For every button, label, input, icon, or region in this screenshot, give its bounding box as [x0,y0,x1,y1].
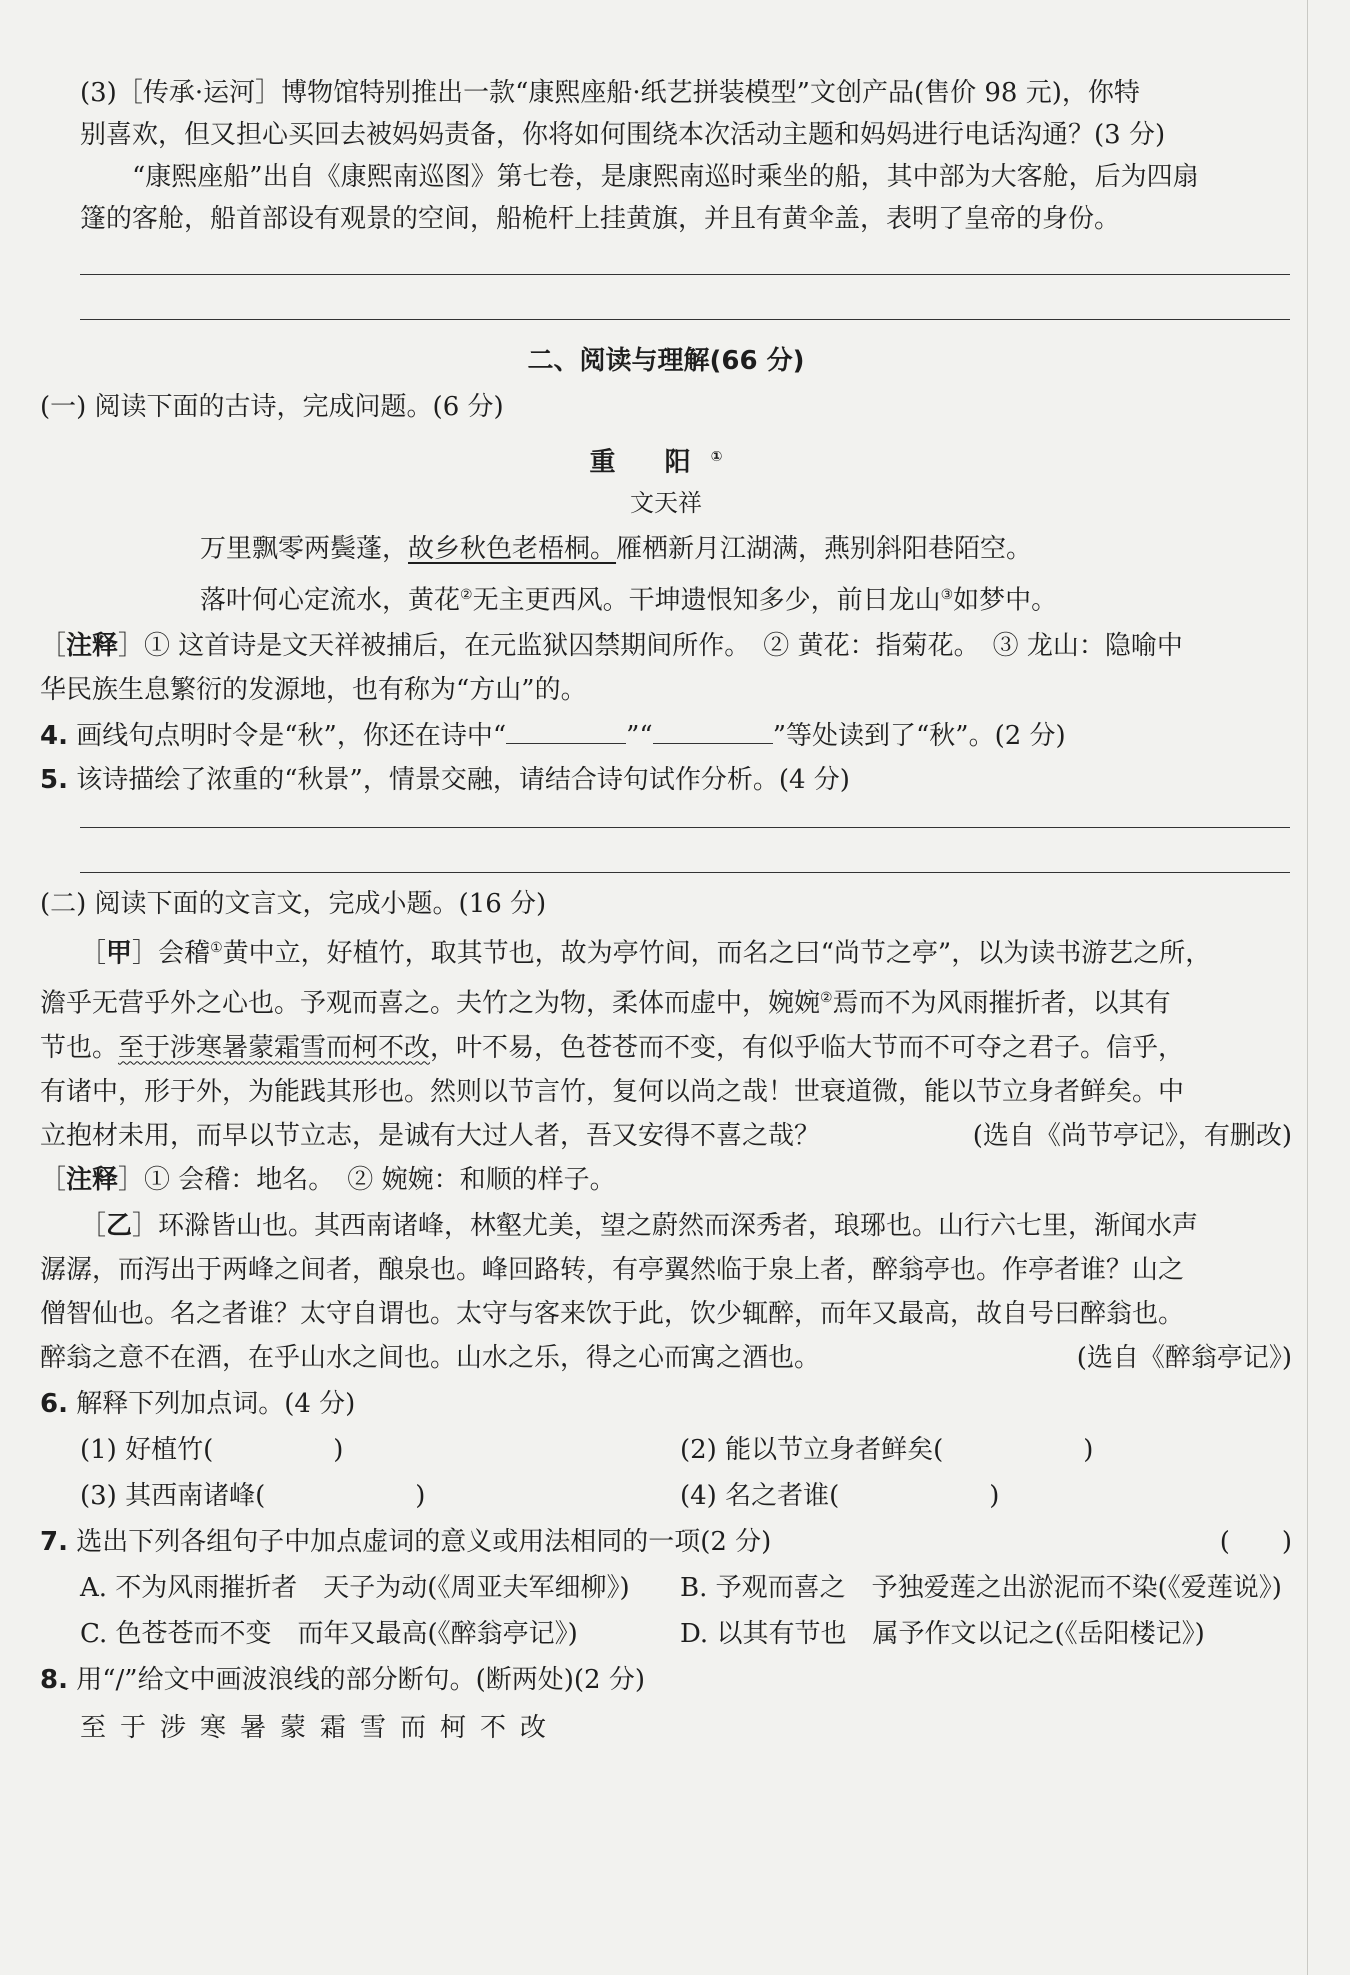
poem-line2 [40,580,1292,616]
q7-option-a[interactable]: A. 不为风雨摧折者 天子为动(《周亚夫军细柳》) [80,1572,630,1603]
poem-line2-part3: 如梦中。 [953,585,1058,616]
page-margin-rule [1307,0,1308,1975]
q7-row1 [40,1573,1292,1603]
question-7 [40,1527,1292,1557]
poem-author: 文天祥 [630,488,702,517]
q3-material-line2: 篷的客舱，船首部设有观景的空间，船桅杆上挂黄旗，并且有黄伞盖，表明了皇帝的身份。 [80,204,1121,234]
jia-text: 焉而不为风雨摧折者，以其有 [832,988,1171,1019]
jia-text: 节也。 [40,1032,119,1063]
q6-item-1: (1) 好植竹( ) [80,1434,344,1465]
footnote-marker: ① [210,940,223,957]
part1-intro: (一) 阅读下面的古诗，完成问题。(6 分) [40,392,504,422]
q7-row2 [40,1619,1292,1649]
source-citation: (选自《尚节亭记》，有删改) [972,1120,1292,1151]
footnote-marker: ② [460,586,473,603]
question-number: 7. [40,1526,68,1557]
footnote-marker: ② [820,989,833,1006]
answer-line[interactable] [80,827,1290,828]
jia-text: 黄中立，好植竹，取其节也，故为亭竹间，而名之曰“尚节之亭”，以为读书游艺之所， [222,938,1212,969]
question-number: 5. [40,765,68,796]
yi-line3: 僧智仙也。名之者谁？太守自谓也。太守与客来饮于此，饮少辄醉，而年又最高，故自号曰醉翁也。 [40,1298,1185,1329]
q6-row2 [40,1481,1292,1511]
q7-option-b[interactable]: B. 予观而喜之 予独爱莲之出淤泥而不染(《爱莲说》) [680,1572,1282,1603]
fill-blank[interactable] [653,721,773,744]
yi-line1: ［乙］环滁皆山也。其西南诸峰，林壑尤美，望之蔚然而深秀者，琅琊也。山行六七里，渐闻水声 [80,1210,1199,1241]
q3-material-line1: “康熙座船”出自《康熙南巡图》第七卷，是康熙南巡时乘坐的船，其中部为大客舱，后为四扇 [132,162,1199,192]
source-citation: (选自《醉翁亭记》) [1076,1342,1292,1373]
q8-text: 用“/”给文中画波浪线的部分断句。(断两处)(2 分) [76,1664,645,1695]
footnote-marker: ③ [940,586,954,603]
footnote-marker: ① [710,449,743,465]
question-4 [40,721,1292,751]
fill-blank[interactable] [506,721,626,744]
notes-label: 注释 [66,1164,119,1195]
question-6 [40,1389,1292,1419]
question-number: 4. [40,721,68,752]
answer-line[interactable] [80,274,1290,275]
jia-line3 [40,1033,1292,1063]
wavy-underlined-text: 至于涉寒暑蒙霜雪而柯不改 [118,1032,431,1063]
poem-line1 [40,534,1292,564]
q4-text-a: 画线句点明时令是“秋”，你还在诗中“ [76,721,507,752]
notes-text: ① 会稽：地名。 ② 婉婉：和顺的样子。 [144,1164,616,1195]
question-5 [40,765,1292,795]
q7-option-c[interactable]: C. 色苍苍而不变 而年又最高(《醉翁亭记》) [80,1618,578,1649]
jia-line5 [40,1121,1292,1151]
yi-text: 醉翁之意不在酒，在乎山水之间也。山水之乐，得之心而寓之酒也。 [40,1342,821,1373]
question-8 [40,1665,1292,1695]
q3-line1: (3)［传承·运河］博物馆特别推出一款“康熙座船·纸艺拼装模型”文创产品(售价 98 元)，你特 [80,78,1140,108]
yi-text: 环滁皆山也。其西南诸峰，林壑尤美，望之蔚然而深秀者，琅琊也。山行六七里，渐闻水声 [158,1210,1199,1241]
yi-line2: 潺潺，而泻出于两峰之间者，酿泉也。峰回路转，有亭翼然临于泉上者，醉翁亭也。作亭者谁？山之 [40,1254,1185,1285]
passage-notes: ［注释］① 会稽：地名。 ② 婉婉：和顺的样子。 [40,1164,616,1195]
q8-sentence[interactable]: 至于涉寒暑蒙霜雪而柯不改 [80,1712,561,1743]
question-number: 8. [40,1664,68,1695]
q4-text-b: ”“ [626,721,653,752]
jia-text: 澹乎无营乎外之心也。予观而喜之。夫竹之为物，柔体而虚中，婉婉 [40,988,821,1019]
q6-row1 [40,1435,1292,1465]
q6-text: 解释下列加点词。(4 分) [76,1388,356,1419]
part2-intro: (二) 阅读下面的文言文，完成小题。(16 分) [40,889,547,920]
notes-label: 注释 [66,631,119,662]
poem-line1-part2: 雁栖新月江湖满，燕别斜阳巷陌空。 [616,533,1033,564]
q6-item-4: (4) 名之者谁( ) [680,1480,1000,1511]
q6-item-2: (2) 能以节立身者鲜矣( ) [680,1434,1094,1465]
poem-line2-part1: 落叶何心定流水，黄花 [200,585,461,616]
q4-text-c: ”等处读到了“秋”。(2 分) [772,721,1066,752]
jia-line1: ［甲］会稽①黄中立，好植竹，取其节也，故为亭竹间，而名之曰“尚节之亭”，以为读书游艺之所， [80,938,1212,969]
answer-line[interactable] [80,872,1290,873]
poem-line2-part2: 无主更西风。干坤遗恨知多少，前日龙山 [472,585,941,616]
answer-line[interactable] [80,319,1290,320]
poem-title-text: 重 阳 [589,447,711,478]
poem-notes-line2: 华民族生息繁衍的发源地，也有称为“方山”的。 [40,675,587,706]
jia-text: ，叶不易，色苍苍而不变，有似乎临大节而不可夺之君子。信乎， [430,1032,1185,1063]
poem-title [40,442,1292,478]
q3-line2: 别喜欢，但又担心买回去被妈妈责备，你将如何围绕本次活动主题和妈妈进行电话沟通？(3 分) [80,120,1166,150]
q7-option-d[interactable]: D. 以其有节也 属予作文以记之(《岳阳楼记》) [680,1618,1205,1649]
poem-notes-text: ① 这首诗是文天祥被捕后，在元监狱囚禁期间所作。 ② 黄花：指菊花。 ③ 龙山：隐喻中 [144,631,1183,662]
jia-line2 [40,983,1292,1019]
passage-label: 甲 [106,938,133,969]
jia-text: 立抱材未用，而早以节立志，是诚有大过人者，吾又安得不喜之哉？ [40,1120,821,1151]
jia-line4: 有诸中，形于外，为能践其形也。然则以节言竹，复何以尚之哉！世衰道微，能以节立身者鲜矣。中 [40,1076,1185,1107]
poem-underlined-line: 故乡秋色老梧桐。 [408,533,617,564]
q6-item-3: (3) 其西南诸峰( ) [80,1480,426,1511]
passage-label: 乙 [106,1210,133,1241]
section-heading: 二、阅读与理解(66 分) [527,346,805,376]
yi-line4 [40,1343,1292,1373]
poem-line1-part1: 万里飘零两鬓蓬， [200,533,409,564]
answer-paren[interactable]: ( ) [1219,1526,1292,1557]
q7-text: 选出下列各组句子中加点虚词的意义或用法相同的一项(2 分) [76,1526,772,1557]
jia-text: 会稽 [158,938,211,969]
q5-text: 该诗描绘了浓重的“秋景”，情景交融，请结合诗句试作分析。(4 分) [76,765,850,796]
question-number: 6. [40,1388,68,1419]
poem-notes-line1: ［注释］① 这首诗是文天祥被捕后，在元监狱囚禁期间所作。 ② 黄花：指菊花。 ③ 龙山：隐喻中 [40,631,1183,662]
